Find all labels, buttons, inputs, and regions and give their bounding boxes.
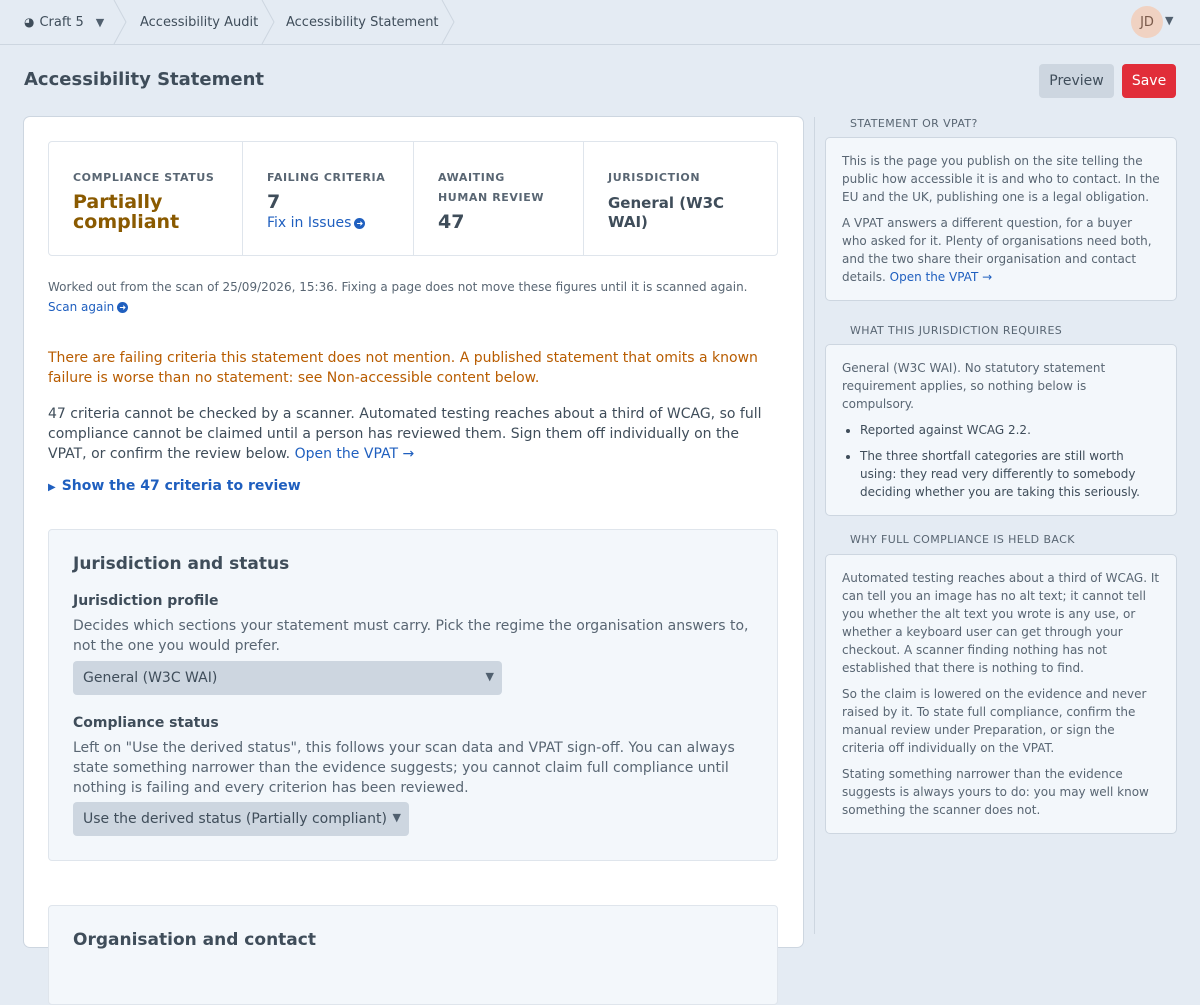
compliance-status-value: Partially compliant (73, 191, 180, 233)
list-item: • Reported against WCAG 2.2. (860, 421, 1160, 439)
compliance-status-label: Compliance status (73, 715, 219, 731)
awaiting-review-value: 47 (438, 211, 465, 233)
failing-criteria-value: 7 (267, 191, 281, 213)
jurisdiction-value: General (W3C WAI) (608, 194, 725, 231)
arrow-right-circle-icon: ➜ (117, 302, 128, 313)
save-button[interactable]: Save (1122, 64, 1176, 98)
jurisdiction-profile-select[interactable] (73, 661, 502, 695)
organisation-contact-panel (48, 905, 778, 1005)
breadcrumb-separator-icon (441, 0, 455, 44)
stat-label: JURISDICTION (608, 171, 701, 184)
requirements-list (842, 421, 1160, 501)
chevron-down-icon[interactable]: ▼ (1165, 14, 1174, 27)
stat-label: COMPLIANCE STATUS (73, 171, 215, 184)
preview-button[interactable]: Preview (1039, 64, 1114, 98)
link-label: Scan again (48, 300, 115, 314)
chevron-down-icon: ▼ (95, 15, 105, 29)
sidebar-text: This is the page you publish on the site telling the public how accessible it is and who to contact. In the EU and the UK, publishing one is a legal obligation. (842, 154, 1160, 204)
stat-label: FAILING CRITERIA (267, 171, 386, 184)
user-avatar[interactable] (1131, 6, 1163, 38)
triangle-right-icon: ▶ (48, 482, 56, 493)
jurisdiction-status-panel (48, 529, 778, 861)
scan-note (48, 277, 778, 317)
breadcrumb-accessibility-statement[interactable] (286, 0, 439, 44)
link-label: Fix in Issues (267, 215, 352, 231)
stats-summary (48, 141, 778, 256)
sidebar-heading-jurisdiction-requires: WHAT THIS JURISDICTION REQUIRES (850, 324, 1063, 337)
avatar-initials: JD (1140, 14, 1154, 30)
list-item: • The three shortfall categories are still worth using: they read very differently to somebody deciding whether you are taking this seriously. (860, 447, 1160, 501)
criteria-disclosure-toggle[interactable] (48, 478, 301, 494)
compliance-status-help: Left on "Use the derived status", this follows your scan data and VPAT sign-off. You can always state something narrower than the evidence suggests; you cannot claim full compliance until nothing is failing and every criterion has been reviewed. (73, 740, 735, 796)
stat-failing-criteria (243, 142, 414, 255)
sidebar-text-span: A VPAT answers a different question, for a buyer who asked for it. Plenty of organisations need both, and the two share their organisation and contact details. (842, 216, 1152, 284)
sidebar-card-jurisdiction-requires (825, 344, 1177, 516)
sidebar-text (842, 214, 1160, 286)
jurisdiction-profile-label: Jurisdiction profile (73, 593, 219, 609)
site-name: Craft 5 (39, 14, 84, 30)
page-title: Accessibility Statement (24, 69, 264, 90)
scan-again-link[interactable] (48, 300, 128, 314)
breadcrumb-separator-icon (261, 0, 275, 44)
breadcrumb-label: Accessibility Audit (140, 14, 259, 30)
main-pane (24, 117, 803, 950)
sidebar-text: Stating something narrower than the evidence suggests is always yours to do: you may well know something the scanner does not. (842, 767, 1149, 817)
stat-awaiting-review (414, 142, 584, 255)
review-notice-text: 47 criteria cannot be checked by a scanner. Automated testing reaches about a third of WCAG, so full compliance cannot be claimed until a person has reviewed them. Sign them off individually on the VPAT, or confirm the review below. (48, 406, 762, 462)
open-vpat-link[interactable]: Open the VPAT → (294, 446, 415, 462)
chevron-down-icon: ▼ (392, 811, 401, 824)
jurisdiction-profile-help: Decides which sections your statement must carry. Pick the regime the organisation answers to, not the one you would prefer. (73, 618, 749, 654)
sidebar-text: So the claim is lowered on the evidence and never raised by it. To state full compliance, confirm the manual review under Preparation, or sign the criteria off individually on the VPAT. (842, 687, 1147, 755)
select-value: General (W3C WAI) (83, 670, 218, 686)
breadcrumb-separator-icon (113, 0, 127, 44)
disclosure-label: Show the 47 criteria to review (61, 478, 301, 494)
site-switcher[interactable] (24, 0, 104, 44)
breadcrumb-accessibility-audit[interactable] (140, 0, 258, 44)
pane-divider (814, 117, 815, 934)
select-value: Use the derived status (Partially compliant) (83, 811, 387, 827)
sidebar-card-statement-or-vpat (825, 137, 1177, 301)
sidebar-heading-statement-or-vpat: STATEMENT OR VPAT? (850, 117, 978, 130)
stat-label: AWAITING HUMAN REVIEW (438, 171, 545, 204)
stat-jurisdiction (584, 142, 777, 255)
sidebar-text: Automated testing reaches about a third of WCAG. It can tell you an image has no alt text; it cannot tell you whether the alt text you wrote is any use, or whether a keyboard user can get through your checkout. A scanner finding nothing has not established that there is nothing to find. (842, 571, 1160, 675)
stat-compliance-status (49, 142, 243, 255)
panel-title: Organisation and contact (73, 930, 316, 950)
arrow-right-circle-icon: ➜ (354, 218, 365, 229)
chevron-down-icon: ▼ (485, 670, 494, 683)
open-vpat-link[interactable]: Open the VPAT → (889, 270, 993, 284)
breadcrumb-label: Accessibility Statement (286, 14, 439, 30)
sidebar-text: General (W3C WAI). No statutory statement requirement applies, so nothing below is compulsory. (842, 361, 1106, 411)
sidebar-heading-why-held-back: WHY FULL COMPLIANCE IS HELD BACK (850, 533, 1075, 546)
top-bar (0, 0, 1200, 45)
review-notice (48, 404, 778, 464)
scan-note-text: Worked out from the scan of 25/09/2026, 15:36. Fixing a page does not move these figures until it is scanned again. (48, 280, 748, 294)
failing-criteria-warning: There are failing criteria this statement does not mention. A published statement that omits a known failure is worse than no statement: see Non-accessible content below. (48, 350, 758, 386)
compliance-status-select[interactable] (73, 802, 409, 836)
sidebar-card-why-held-back (825, 554, 1177, 834)
fix-in-issues-link[interactable] (267, 215, 365, 231)
globe-icon: ◕ (24, 15, 35, 29)
panel-title: Jurisdiction and status (73, 554, 290, 574)
